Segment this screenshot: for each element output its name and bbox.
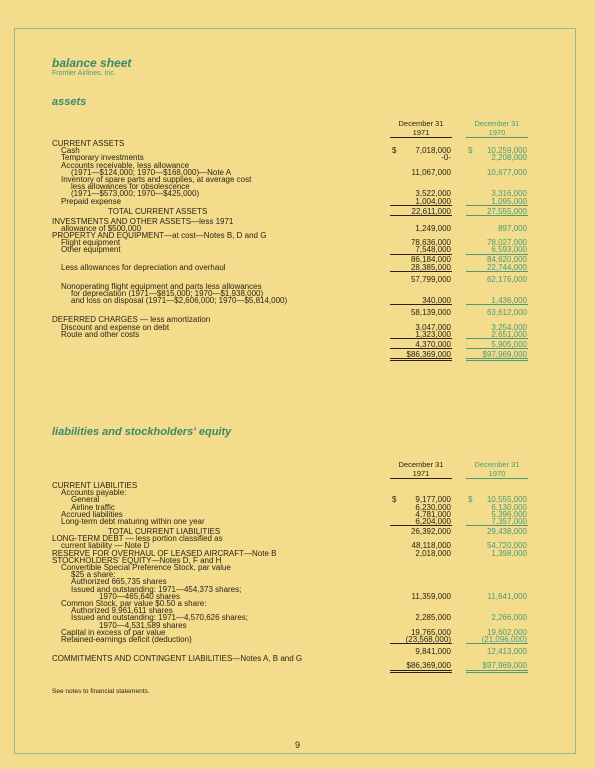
row-label: CURRENT LIABILITIES (52, 481, 138, 490)
row-label: Issued and outstanding: 1971—4,570,626 shares; (71, 613, 249, 623)
assets-heading: assets (52, 96, 87, 108)
row-label: Common Stock, par value $0.50 a share: (61, 599, 207, 608)
value-1970: 6,593,000 (491, 245, 527, 255)
value-1970: 29,438,000 (486, 527, 527, 536)
value-1971: 19,765,000 (410, 627, 451, 637)
total-rule (390, 643, 452, 644)
value-1971: 6,230,000 (415, 502, 451, 512)
col-date: December 31 (398, 460, 444, 469)
row-label: Less allowances for depreciation and overhaul (61, 262, 226, 272)
total-rule (466, 358, 528, 359)
row-label: 1970—465,640 shares (99, 591, 180, 601)
currency-symbol: $ (468, 495, 473, 505)
currency-symbol: $ (392, 146, 397, 156)
col-year: 1970 (466, 128, 528, 138)
row-label: and loss on disposal (1971—$2,606,000; 1970—$5,814,000) (71, 296, 288, 306)
value-1970: 10,259,000 (486, 146, 527, 156)
value-1970: 3,316,000 (491, 189, 527, 199)
row-label: Authorized 665,735 shares (71, 577, 167, 587)
row-label: LONG-TERM DEBT — less portion classified as (52, 534, 223, 544)
total-rule (390, 672, 452, 673)
row-label: Authorized 9,961,611 shares (71, 606, 173, 616)
value-1970: 10,555,000 (486, 495, 527, 505)
total-rule (390, 358, 452, 359)
total-rule (390, 304, 452, 305)
row-label: STOCKHOLDERS' EQUITY—Notes D, F and H (52, 555, 222, 565)
value-1971: 1,004,000 (415, 196, 451, 206)
value-1971: 57,799,000 (410, 274, 451, 284)
value-1971: 48,118,000 (411, 541, 451, 551)
row-label: Accounts receivable, less allowance (61, 160, 190, 170)
row-label: for depreciation (1971—$815,000; 1970—$1,938,000) (71, 289, 264, 298)
value-1971: $86,369,000 (406, 349, 451, 359)
value-1970: 5,396,000 (491, 509, 527, 519)
row-label: General (71, 495, 100, 505)
row-label: INVESTMENTS AND OTHER ASSETS—less 1971 (52, 216, 234, 226)
value-1971: 4,370,000 (415, 339, 451, 349)
value-1970: 7,357,000 (491, 517, 527, 526)
row-label: CURRENT ASSETS (52, 139, 125, 148)
value-1971: 26,392,000 (410, 527, 451, 536)
value-1971: 2,285,000 (415, 613, 451, 623)
col-date: December 31 (398, 119, 444, 128)
value-1970: 3,254,000 (491, 322, 527, 332)
value-1971: 11,067,000 (411, 167, 451, 177)
value-1970: 2,208,000 (491, 153, 527, 163)
value-1970: 2,651,000 (491, 329, 527, 339)
value-1971: 4,781,000 (415, 509, 451, 519)
value-1970: 12,413,000 (486, 647, 527, 656)
value-1970: 1,398,000 (491, 548, 527, 558)
value-1971: -0- (441, 153, 451, 163)
value-1971: 9,177,000 (415, 495, 451, 505)
notes-reference: See notes to financial statements. (52, 688, 150, 695)
row-label: (1971—$124,000; 1970—$168,000)—Note A (71, 167, 232, 177)
value-1971: 11,359,000 (411, 591, 451, 601)
row-label: PROPERTY AND EQUIPMENT—at cost—Notes B, D and G (52, 231, 267, 240)
value-1971: 1,323,000 (415, 329, 451, 339)
col-year: 1971 (390, 128, 452, 138)
total-rule (466, 271, 528, 272)
total-rule (390, 670, 452, 671)
row-label: Airline traffic (71, 502, 115, 512)
row-label: Flight equipment (61, 238, 121, 248)
row-label: Nonoperating flight equipment and parts less allowances (61, 281, 262, 291)
value-1970: 2,266,000 (491, 613, 527, 623)
value-1971: 2,018,000 (415, 548, 451, 558)
value-1971: $86,369,000 (406, 661, 451, 671)
page-number: 9 (294, 740, 300, 750)
row-label: less allowances for obsolescence (71, 182, 190, 192)
liab-col-1970 (466, 460, 528, 479)
row-label: Prepaid expense (61, 196, 122, 206)
total-rule (390, 360, 452, 361)
value-1971: 22,611,000 (411, 206, 451, 216)
row-label: Retained-earnings deficit (deduction) (61, 635, 192, 644)
row-label: RESERVE FOR OVERHAUL OF LEASED AIRCRAFT—Note B (52, 548, 277, 558)
total-rule (466, 670, 528, 671)
total-rule (390, 271, 452, 272)
row-label: Other equipment (61, 245, 121, 255)
value-1971: 7,018,000 (415, 146, 451, 156)
value-1970: 19,602,000 (486, 627, 527, 637)
row-label: Accrued liabilities (61, 509, 123, 519)
col-year: 1971 (390, 469, 452, 479)
row-label: Convertible Special Preference Stock, par value (61, 563, 231, 572)
row-label: 1970—4,531,589 shares (99, 620, 187, 630)
value-1970: 63,612,000 (486, 308, 527, 318)
row-label: Accounts payable: (61, 488, 127, 498)
value-1971: 3,047,000 (415, 322, 451, 332)
row-label: DEFERRED CHARGES — less amortization (52, 315, 211, 325)
value-1970: 5,905,000 (491, 339, 527, 349)
row-label: Temporary investments (61, 153, 144, 163)
total-rule (466, 643, 528, 644)
value-1970: 62,176,000 (486, 274, 527, 284)
value-1970: 22,744,000 (486, 262, 527, 272)
value-1970: (21,096,000) (481, 635, 527, 644)
row-label: allowance of $500,000 (61, 223, 142, 233)
col-year: 1970 (466, 469, 528, 479)
row-label: TOTAL CURRENT ASSETS (108, 206, 208, 216)
value-1971: 6,204,000 (415, 517, 451, 526)
row-label: Route and other costs (61, 329, 140, 339)
value-1971: 3,522,000 (415, 189, 451, 199)
currency-symbol: $ (468, 146, 473, 156)
value-1971: 58,139,000 (410, 308, 451, 318)
value-1970: 27,555,000 (486, 206, 527, 216)
currency-symbol: $ (392, 495, 397, 505)
row-label: Inventory of spare parts and supplies, at average cost (61, 175, 252, 184)
value-1970: 1,095,000 (491, 196, 527, 206)
value-1971: 86,184,000 (410, 255, 451, 265)
value-1970: 10,677,000 (486, 167, 527, 177)
row-label: current liability — Note D (61, 541, 150, 551)
value-1970: 897,000 (498, 223, 527, 233)
row-label: TOTAL CURRENT LIABILITIES (108, 527, 221, 536)
assets-col-1971 (390, 119, 452, 138)
total-rule (466, 304, 528, 305)
col-date: December 31 (474, 119, 520, 128)
value-1971: 9,841,000 (415, 647, 451, 656)
row-label: Discount and expense on debt (61, 322, 170, 332)
value-1970: 78,027,000 (486, 238, 527, 248)
assets-col-1970 (466, 119, 528, 138)
value-1971: (23,568,000) (405, 635, 451, 644)
row-label: Cash (61, 146, 80, 156)
row-label: Long-term debt maturing within one year (61, 517, 205, 526)
value-1971: 28,385,000 (410, 262, 451, 272)
value-1970: $97,969,000 (482, 661, 527, 671)
company-name: Frontier Airlines, Inc. (52, 70, 116, 77)
row-label: COMMITMENTS AND CONTINGENT LIABILITIES—Notes A, B and G (52, 654, 303, 664)
value-1970: 84,620,000 (486, 255, 527, 265)
value-1971: 7,548,000 (415, 245, 451, 255)
liabilities-heading: liabilities and stockholders' equity (52, 426, 232, 438)
value-1970: 1,436,000 (491, 296, 527, 306)
total-rule (466, 360, 528, 361)
value-1971: 78,636,000 (410, 238, 451, 248)
total-rule (466, 672, 528, 673)
liab-col-1971 (390, 460, 452, 479)
value-1971: 1,249,000 (415, 223, 451, 233)
row-label: (1971—$573,000; 1970—$425,000) (71, 189, 200, 199)
value-1970: 6,130,000 (491, 502, 527, 512)
value-1971: 340,000 (422, 296, 451, 306)
col-date: December 31 (474, 460, 520, 469)
row-label: Issued and outstanding: 1971—454,373 shares; (71, 584, 242, 594)
row-label: $25 a share: (71, 570, 116, 580)
value-1970: 54,720,000 (486, 541, 527, 551)
row-label: Capital in excess of par value (61, 627, 166, 637)
value-1970: 11,641,000 (487, 591, 527, 601)
page-title: balance sheet (52, 56, 132, 70)
value-1970: $97,969,000 (482, 349, 527, 359)
